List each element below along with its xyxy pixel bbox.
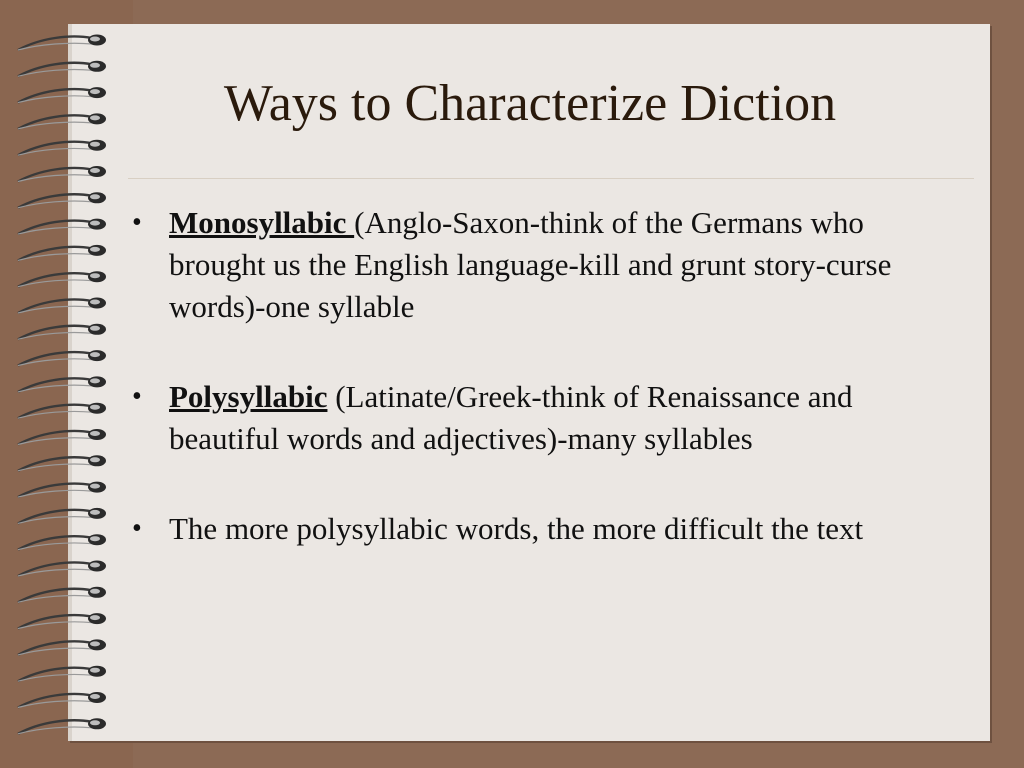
- bullet-text: (Anglo-Saxon-think of the Germans who brought us the English language-kill and grunt story-curse words)-one syllable: [169, 205, 892, 324]
- spiral-ring: [18, 561, 106, 577]
- spiral-ring: [18, 324, 106, 340]
- spiral-ring: [18, 482, 106, 498]
- bullet-text: (Latinate/Greek-think of Renaissance and beautiful words and adjectives)-many syllables: [169, 379, 853, 456]
- spiral-ring: [18, 376, 106, 392]
- spiral-ring: [18, 429, 106, 445]
- bullet-icon: •: [132, 381, 142, 412]
- spiral-ring: [18, 298, 106, 314]
- spiral-ring: [18, 666, 106, 682]
- title-divider: [128, 178, 974, 179]
- slide-title: Ways to Characterize Diction: [223, 75, 837, 132]
- bullet-text: The more polysyllabic words, the more difficult the text: [169, 511, 864, 546]
- spiral-ring: [18, 692, 106, 708]
- term-monosyllabic: Monosyllabic: [169, 205, 355, 240]
- spiral-ring: [18, 166, 106, 182]
- bullet-list: [126, 202, 946, 550]
- spiral-ring: [18, 639, 106, 655]
- spiral-ring: [18, 403, 106, 419]
- bullet-icon: •: [132, 513, 142, 544]
- spiral-ring: [18, 35, 106, 51]
- spiral-ring: [18, 508, 106, 524]
- bullet-item-polysyllabic: [126, 376, 946, 460]
- spiral-ring: [18, 245, 106, 261]
- spiral-ring: [18, 718, 106, 734]
- spiral-ring: [18, 61, 106, 77]
- spiral-ring: [18, 534, 106, 550]
- spiral-ring: [18, 455, 106, 471]
- spiral-ring: [18, 613, 106, 629]
- spiral-ring: [18, 587, 106, 603]
- bullet-item-monosyllabic: [126, 202, 946, 328]
- spiral-ring: [18, 219, 106, 235]
- bullet-item-difficulty: [126, 508, 946, 550]
- term-polysyllabic: Polysyllabic: [169, 379, 328, 414]
- bullet-icon: •: [132, 207, 142, 238]
- spiral-ring: [18, 140, 106, 156]
- spiral-ring: [18, 192, 106, 208]
- spiral-ring: [18, 350, 106, 366]
- spiral-ring: [18, 271, 106, 287]
